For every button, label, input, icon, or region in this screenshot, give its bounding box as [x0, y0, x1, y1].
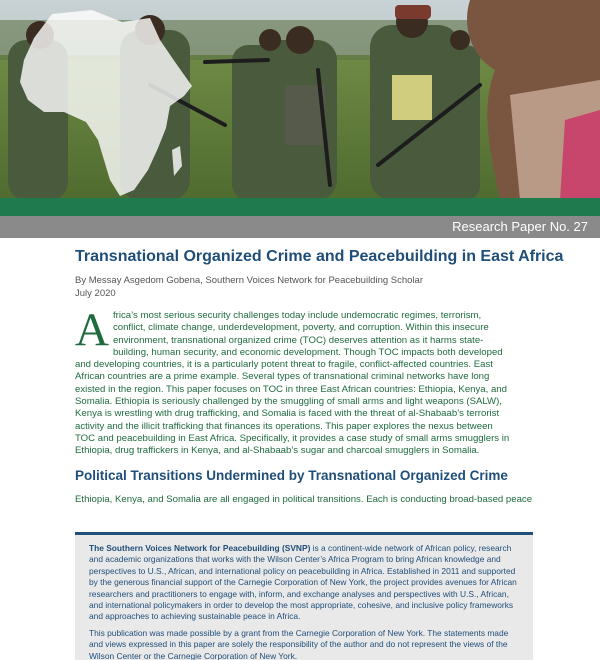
svnp-lead: The Southern Voices Network for Peacebuilding (SVNP) — [89, 543, 311, 553]
cover-photo — [0, 0, 600, 200]
soldiers-photo — [0, 0, 600, 200]
svnp-description — [89, 543, 519, 623]
paper-title: Transnational Organized Crime and Peacebuilding in East Africa — [75, 248, 564, 265]
author-line: By Messay Asgedom Gobena, Southern Voices Network for Peacebuilding Scholar — [75, 275, 423, 286]
abstract-paragraph — [75, 304, 512, 458]
svnp-info-box — [75, 532, 533, 660]
byline-block — [75, 274, 575, 300]
section-heading: Political Transitions Undermined by Transnational Organized Crime — [75, 468, 508, 483]
publication-date: July 2020 — [75, 288, 116, 299]
series-label: Research Paper No. 27 — [452, 219, 588, 234]
svnp-disclaimer: This publication was made possible by a grant from the Carnegie Corporation of New York. The statements made and views expressed in this paper are solely the responsibility of the author and do not represent the views of the Wilson Center or the Carnegie Corporation of New York. — [89, 627, 509, 660]
section-body: Ethiopia, Kenya, and Somalia are all engaged in political transitions. Each is conducting broad-based peace — [75, 494, 533, 505]
abstract-text: frica’s most serious security challenges today include undemocratic regimes, terrorism, conflict, climate change, underdevelopment, poverty, and corruption. Within this insecure environment, transnational organized crime (TOC) deserves attention as it harms state-building, human security, and economic development. Though TOC impacts both developed and developing countries, it is a particularly potent threat to fragile, conflict-affected countries. East African countries are a prime example. Several types of transnational criminal networks have long existed in the region. This paper focuses on TOC in three East African countries: Ethiopia, Kenya, and Somalia. Ethiopia is seriously challenged by the smuggling of small arms and light weapons (SALW), Kenya is wrestling with drug trafficking, and Somalia is faced with the threat of al-Shabaab’s terrorist activity and the illicit trafficking that finances its operations. This paper explores the nexus between TOC and peacebuilding in East Africa. Specifically, it provides a case study of small arms smugglers in Ethiopia, drug traffickers in Kenya, and al-Shabaab’s sugar and charcoal smugglers in Somalia. — [75, 310, 510, 457]
drop-cap: A — [75, 304, 109, 356]
svnp-text: is a continent-wide network of African policy, research and academic organizations that works with the Wilson Center’s Africa Program to bring African knowledge and perspectives to U.S., African, and international policy on peacebuilding in Africa. Established in 2011 and supported by the generous financial support of the Carnegie Corporation of New York, the project provides avenues for African researchers and practitioners to engage with, inform, and exchange analyses and perspectives with U.S., African, and international policymakers in order to develop the most appropriate, cohesive, and inclusive policy frameworks and approaches to achieving sustainable peace in Africa. — [89, 543, 517, 622]
header-green-band — [0, 198, 600, 216]
